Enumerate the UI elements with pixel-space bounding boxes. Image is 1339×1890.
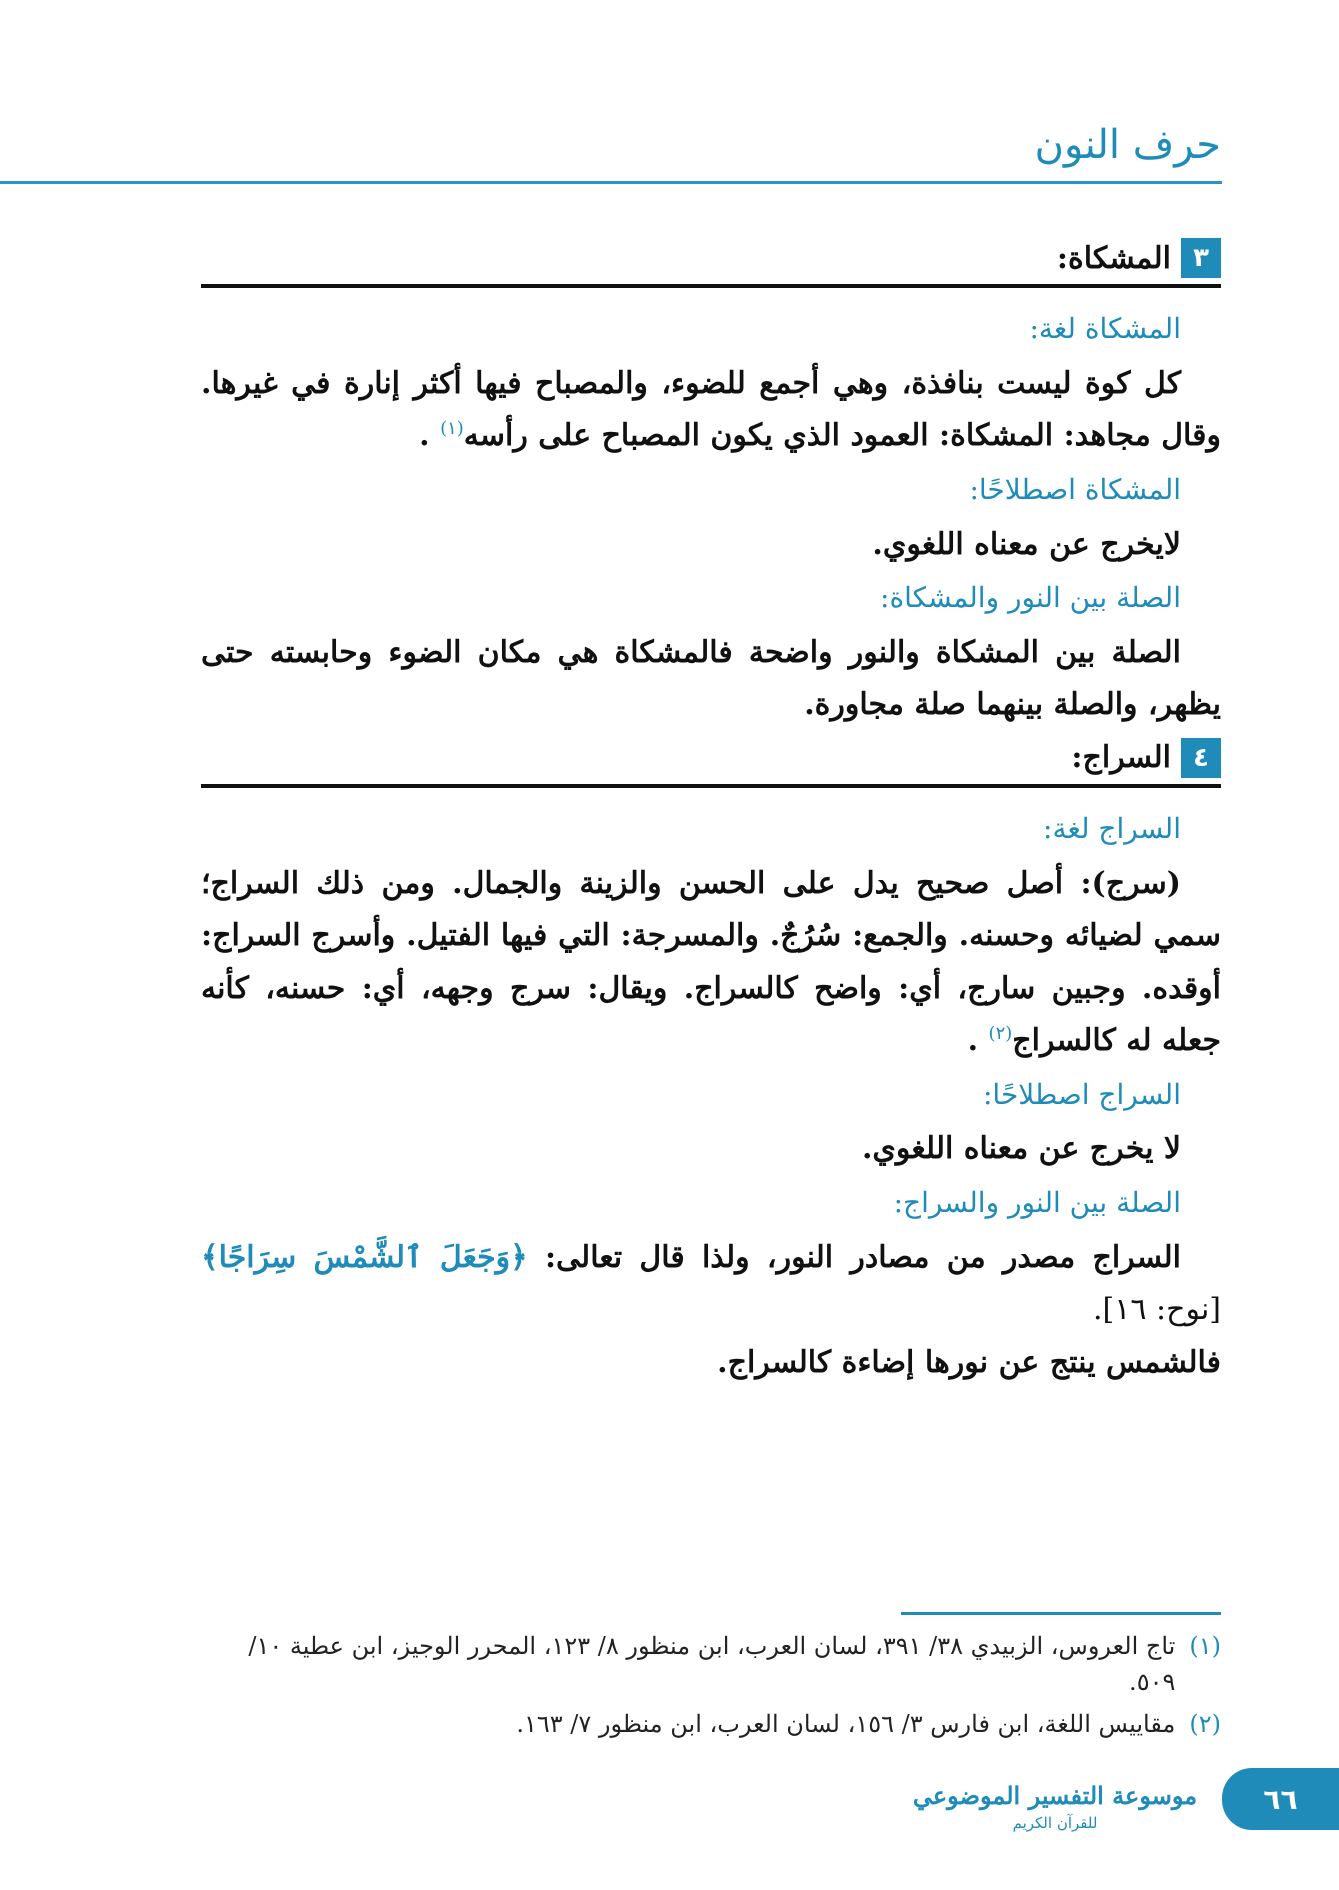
subheading: المشكاة لغة: <box>1029 312 1181 345</box>
section-number-badge: ٣ <box>1181 238 1221 278</box>
subheading: الصلة بين النور والمشكاة: <box>880 581 1181 615</box>
paragraph: لايخرج عن معناه اللغوي. <box>872 526 1181 562</box>
footnote-ref[interactable]: (٢) <box>988 1023 1013 1045</box>
section-heading-siraj <box>201 738 1221 788</box>
subheading: السراج اصطلاحًا: <box>983 1077 1181 1111</box>
subheading: المشكاة اصطلاحًا: <box>969 472 1181 506</box>
footnotes <box>201 1628 1221 1748</box>
header-rule <box>0 181 1222 184</box>
footnote-number: (٢) <box>1189 1710 1221 1738</box>
paragraph-quran: السراج مصدر من مصادر النور، ولذا قال تعالى: ﴿وَجَعَلَ ٱلشَّمْسَ سِرَاجًا﴾ [نوح: ١٦]. فالشمس ينتج عن نورها إضاءة كالسراج. <box>201 1239 1221 1380</box>
main-content <box>201 238 1221 1395</box>
section-number-badge: ٤ <box>1181 738 1221 778</box>
section-title: المشكاة: <box>1056 240 1171 276</box>
footnote-item <box>201 1628 1221 1700</box>
paragraph: الصلة بين المشكاة والنور واضحة فالمشكاة هي مكان الضوء وحابسته حتى يظهر، والصلة بينهما صلة مجاورة. <box>201 634 1221 723</box>
quran-verse: ﴿وَجَعَلَ ٱلشَّمْسَ سِرَاجًا﴾ <box>201 1239 528 1275</box>
series-logo-title: موسوعة التفسير الموضوعي <box>912 1781 1198 1810</box>
footnote-text: مقاييس اللغة، ابن فارس ٣/ ١٥٦، لسان العرب، ابن منظور ٧/ ١٦٣. <box>516 1710 1176 1738</box>
paragraph: كل كوة ليست بنافذة، وهي أجمع للضوء، والمصباح فيها أكثر إنارة في غيرها. وقال مجاهد: المشكاة: العمود الذي يكون المصباح على رأسه$^{(١)}$ . <box>201 365 1221 454</box>
section-heading-mishkat <box>201 238 1221 288</box>
verse-reference: [نوح: ١٦]. <box>1092 1292 1221 1328</box>
page-number: ٦٦ <box>1222 1768 1339 1830</box>
subheading: السراج لغة: <box>1043 811 1181 845</box>
footnote-text: تاج العروس، الزبيدي ٣٨/ ٣٩١، لسان العرب، ابن منظور ٨/ ١٢٣، المحرر الوجيز، ابن عطية ١٠/ ٥٠٩. <box>248 1632 1176 1696</box>
subheading: الصلة بين النور والسراج: <box>893 1185 1181 1219</box>
section-title: السراج: <box>1071 740 1171 776</box>
series-logo-subtitle: للقرآن الكريم <box>1012 1814 1098 1832</box>
footnote-ref[interactable]: (١) <box>440 418 464 440</box>
running-header-title: حرف النون <box>1034 122 1221 168</box>
paragraph: (سرج): أصل صحيح يدل على الحسن والزينة والجمال. ومن ذلك السراج؛ سمي لضيائه وحسنه. والجمع: سُرُجٌ. والمسرجة: التي فيها الفتيل. وأسرج السراج: أوقده. وجبين سارج، أي: واضح كالسراج. ويقال: سرج وجهه، أي: حسنه، كأنه جعله له كالسراج$^{(٢)}$ . <box>201 865 1221 1059</box>
series-logo <box>912 1766 1198 1836</box>
paragraph: لا يخرج عن معناه اللغوي. <box>861 1131 1181 1167</box>
footnote-item <box>201 1706 1221 1742</box>
footnote-number: (١) <box>1189 1632 1221 1660</box>
footnote-rule <box>901 1612 1221 1615</box>
